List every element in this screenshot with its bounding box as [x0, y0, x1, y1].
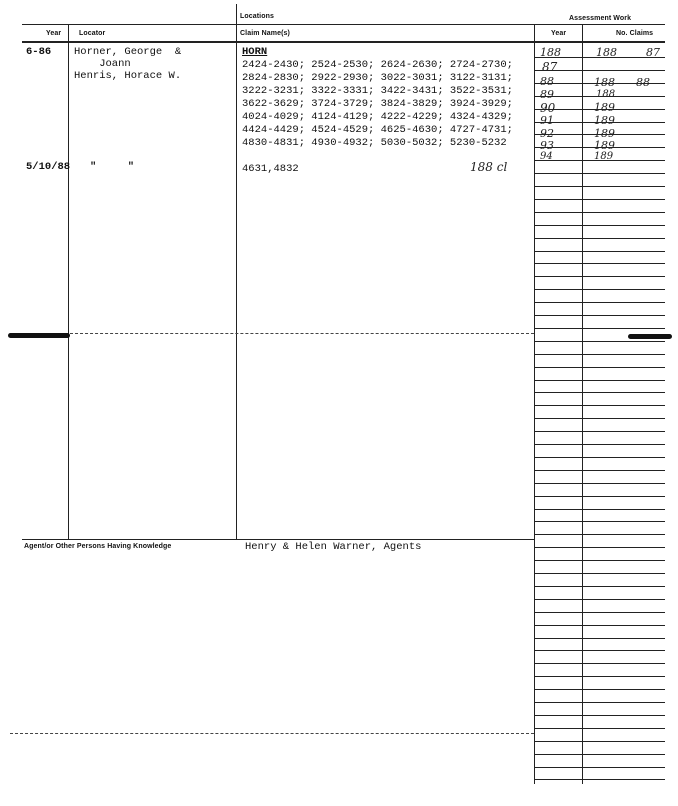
claims-assessment-divider	[534, 24, 535, 784]
claim-range-line: 2824-2830; 2922-2930; 3022-3031; 3122-3131;	[242, 72, 513, 84]
agent-section-rule	[22, 539, 534, 540]
assessment-row-rule	[534, 238, 665, 239]
assessment-row-rule	[534, 444, 665, 445]
agent-name: Henry & Helen Warner, Agents	[245, 541, 422, 553]
assessment-work-header: Assessment Work	[569, 15, 632, 22]
scan-marker-right	[628, 334, 672, 339]
header-top-rule	[22, 24, 665, 25]
assessment-row-rule	[534, 263, 665, 264]
assessment-claims: 189	[594, 151, 614, 162]
claim-group-title: HORN	[242, 46, 268, 58]
assessment-row-rule	[534, 509, 665, 510]
claim-range-line: 2424-2430; 2524-2530; 2624-2630; 2724-2730;	[242, 59, 513, 71]
assessment-row-rule	[534, 418, 665, 419]
assessment-row-rule	[534, 457, 665, 458]
assessment-row-rule	[534, 225, 665, 226]
assessment-row-rule	[534, 186, 665, 187]
claim-range-line: 3622-3629; 3724-3729; 3824-3829; 3924-3929;	[242, 98, 513, 110]
assessment-row-rule	[534, 534, 665, 535]
assessment-row-rule	[534, 328, 665, 329]
handwritten-claim-count: 188 cl	[470, 160, 508, 174]
locator-name: Henris, Horace W.	[74, 70, 182, 82]
locator-ditto: " "	[90, 161, 135, 173]
scan-fold-line	[70, 333, 534, 335]
entry-year: 6-86	[26, 46, 52, 58]
assessment-row-rule	[534, 638, 665, 639]
year-column-header: Year	[46, 30, 62, 37]
agent-label: Agent/or Other Persons Having Knowledge	[24, 543, 172, 550]
assessment-row-rule	[534, 586, 665, 587]
assessment-row-rule	[534, 625, 665, 626]
locator-name: Joann	[74, 58, 131, 70]
assessment-row-rule	[534, 251, 665, 252]
assessment-row-rule	[534, 547, 665, 548]
assessment-row-rule	[534, 173, 665, 174]
assessment-row-rule	[534, 754, 665, 755]
locator-column-header: Locator	[79, 30, 106, 37]
assessment-row-rule	[534, 599, 665, 600]
assessment-row-rule	[534, 431, 665, 432]
assessment-claims: 189	[594, 127, 615, 140]
assessment-year: 88	[540, 75, 554, 88]
assessment-claims: 189	[594, 139, 615, 152]
assessment-row-rule	[534, 676, 665, 677]
assessment-no-claims-header: No. Claims	[616, 30, 654, 37]
assessment-year: 90	[540, 101, 556, 115]
assessment-row-rule	[534, 392, 665, 393]
scan-fold-line	[10, 733, 534, 735]
assessment-claims: 189	[594, 114, 615, 127]
assessment-row-rule	[534, 354, 665, 355]
assessment-claims-extra: 88	[636, 76, 650, 89]
assessment-row-rule	[534, 289, 665, 290]
assessment-row-rule	[534, 276, 665, 277]
assessment-year: 92	[540, 127, 554, 140]
locator-name: Horner, George &	[74, 46, 182, 58]
entry-year: 5/10/88	[26, 161, 71, 173]
claim-names-column-header: Claim Name(s)	[240, 30, 290, 37]
claim-range-line: 3222-3231; 3322-3331; 3422-3431; 3522-3531;	[242, 85, 513, 97]
assessment-row-rule	[534, 715, 665, 716]
header-bottom-rule	[22, 41, 665, 43]
assessment-row-rule	[534, 380, 665, 381]
locations-header: Locations	[240, 13, 274, 20]
assessment-row-rule	[534, 199, 665, 200]
assessment-claims: 188	[594, 76, 615, 89]
assessment-row-rule	[534, 779, 665, 780]
assessment-row-rule	[534, 496, 665, 497]
assessment-row-rule	[534, 212, 665, 213]
assessment-year: 94	[540, 151, 553, 162]
assessment-row-rule	[534, 728, 665, 729]
assessment-claims: 188	[596, 46, 617, 59]
assessment-row-rule	[534, 741, 665, 742]
assessment-year: 89	[540, 88, 554, 101]
assessment-row-rule	[534, 302, 665, 303]
locator-claims-divider	[236, 4, 237, 539]
assessment-year-header: Year	[551, 30, 567, 37]
claim-numbers: 4631,4832	[242, 163, 299, 175]
scan-marker-left	[8, 333, 70, 338]
assessment-row-rule	[534, 521, 665, 522]
assessment-year: 91	[540, 114, 554, 127]
assessment-year: 93	[540, 139, 554, 152]
assessment-row-rule	[534, 612, 665, 613]
assessment-claims: 188	[596, 89, 616, 100]
assessment-row-rule	[534, 470, 665, 471]
assessment-row-rule	[534, 689, 665, 690]
claim-range-line: 4024-4029; 4124-4129; 4222-4229; 4324-4329;	[242, 111, 513, 123]
assessment-row-rule	[534, 341, 665, 342]
assessment-row-rule	[534, 367, 665, 368]
assessment-row-rule	[534, 560, 665, 561]
assessment-row-rule	[534, 663, 665, 664]
assessment-row-rule	[534, 483, 665, 484]
assessment-year: 87	[542, 60, 558, 74]
assessment-claims: 189	[594, 101, 615, 114]
claim-range-line: 4830-4831; 4930-4932; 5030-5032; 5230-5232	[242, 137, 507, 149]
assessment-row-rule	[534, 573, 665, 574]
assessment-claims-extra: 87	[646, 46, 660, 59]
assessment-row-rule	[534, 650, 665, 651]
assessment-row-rule	[534, 702, 665, 703]
assessment-row-rule	[534, 315, 665, 316]
assessment-row-rule	[534, 405, 665, 406]
claim-range-line: 4424-4429; 4524-4529; 4625-4630; 4727-4731;	[242, 124, 513, 136]
assessment-inner-divider	[582, 24, 583, 784]
assessment-year: 188	[540, 46, 561, 59]
assessment-row-rule	[534, 767, 665, 768]
year-locator-divider	[68, 24, 69, 539]
